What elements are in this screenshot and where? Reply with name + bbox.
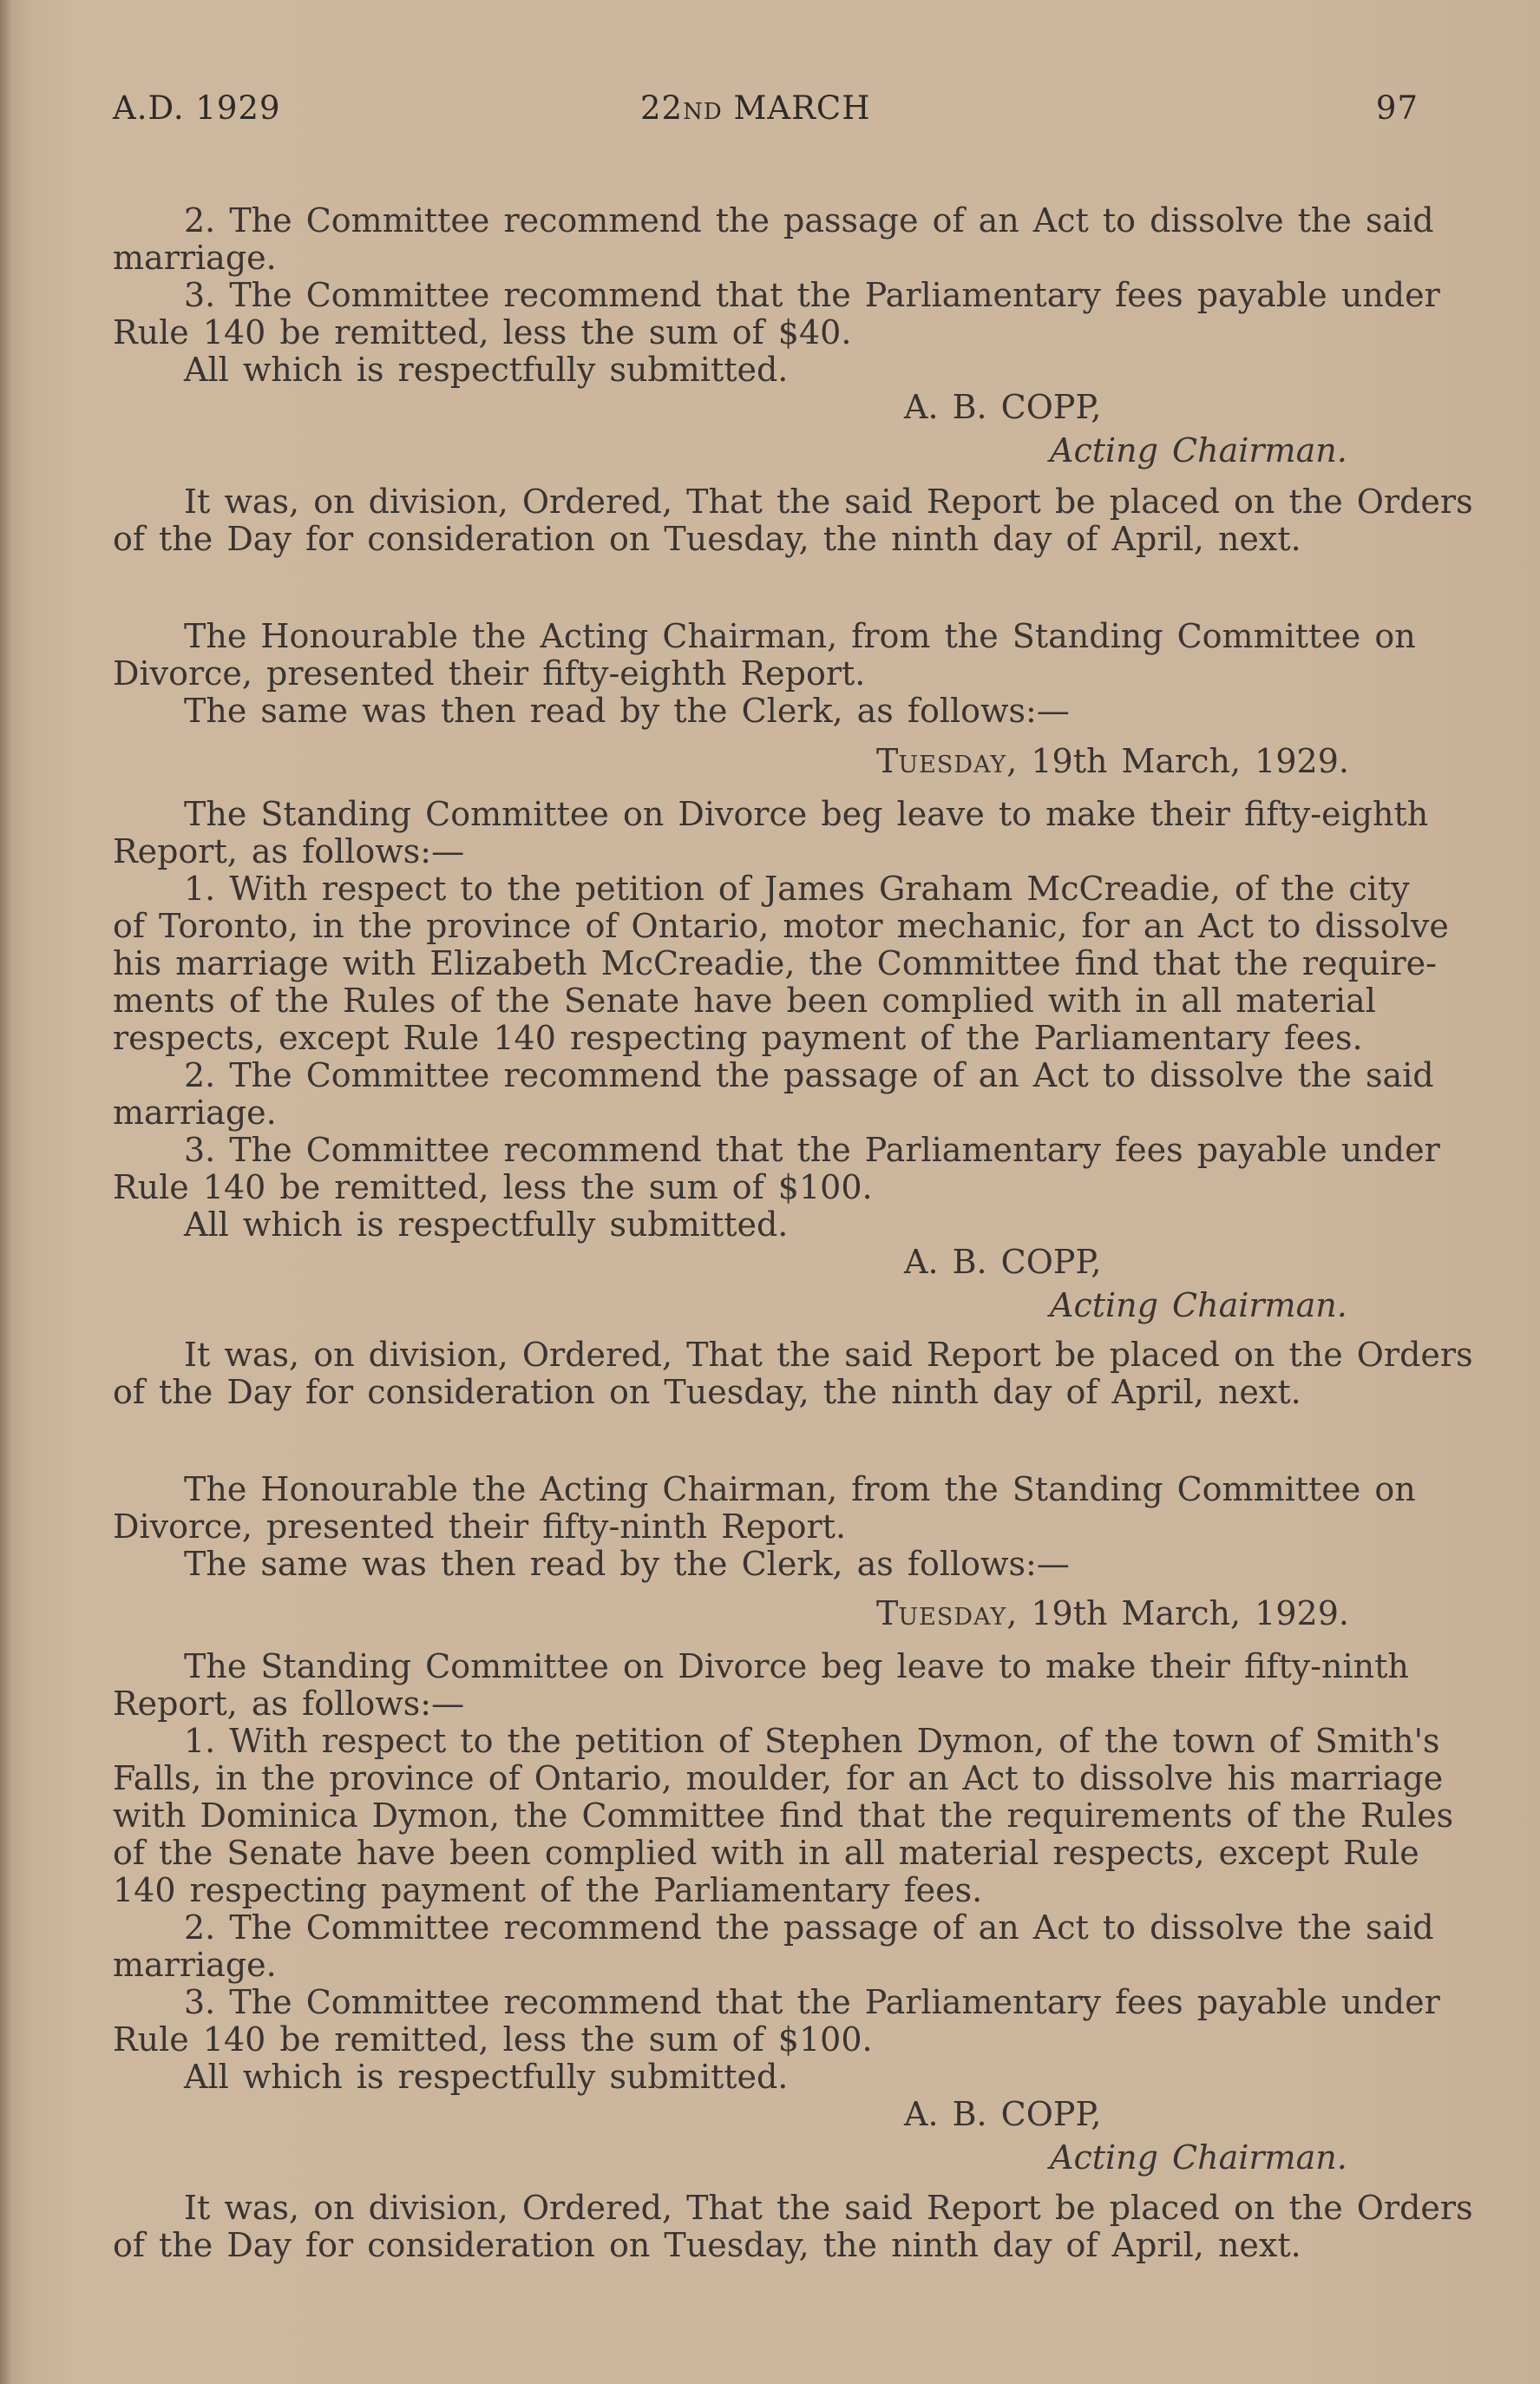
- text-line: 1. With respect to the petition of Stephen Dymon, of the town of Smith's: [184, 1722, 1440, 1760]
- text-line: of the Senate have been complied with in all material respects, except Rule: [113, 1834, 1419, 1872]
- text-line: Report, as follows:—: [113, 1685, 465, 1723]
- text-line: 3. The Committee recommend that the Parliamentary fees payable under: [184, 1983, 1440, 2021]
- text-line: respects, except Rule 140 respecting payment of the Parliamentary fees.: [113, 1019, 1363, 1057]
- text-line: 1. With respect to the petition of James Graham McCreadie, of the city: [184, 870, 1410, 908]
- text-line: Rule 140 be remitted, less the sum of $40.: [113, 313, 852, 351]
- text-line: 3. The Committee recommend that the Parliamentary fees payable under: [184, 1131, 1440, 1169]
- text-line: Rule 140 be remitted, less the sum of $100.: [113, 1168, 873, 1206]
- text-line: The same was then read by the Clerk, as follows:—: [184, 692, 1070, 730]
- signature-name: A. B. COPP,: [904, 2095, 1102, 2133]
- report-date: TUESDAY, 19th March, 1929.: [876, 742, 1349, 780]
- text-line: 2. The Committee recommend the passage of an Act to dissolve the said: [184, 1908, 1434, 1947]
- text-line: his marriage with Elizabeth McCreadie, the Committee find that the require-: [113, 944, 1437, 982]
- page-header: [113, 89, 1419, 138]
- text-line: All which is respectfully submitted.: [184, 1205, 789, 1244]
- page-binding-edge: [0, 0, 12, 2384]
- header-year: A.D. 1929: [113, 89, 281, 127]
- signature-name: A. B. COPP,: [904, 1243, 1102, 1281]
- text-line: The Honourable the Acting Chairman, from the Standing Committee on: [184, 617, 1416, 655]
- text-line: The Standing Committee on Divorce beg leave to make their fifty-eighth: [184, 795, 1429, 833]
- text-line: The Honourable the Acting Chairman, from the Standing Committee on: [184, 1470, 1416, 1508]
- text-line: Divorce, presented their fifty-eighth Report.: [113, 654, 866, 693]
- text-line: All which is respectfully submitted.: [184, 351, 789, 389]
- page-number: 97: [1375, 89, 1419, 127]
- text-line: of the Day for consideration on Tuesday, the ninth day of April, next.: [113, 2226, 1301, 2264]
- signature-name: A. B. COPP,: [904, 388, 1102, 426]
- header-date: 22ND MARCH: [640, 89, 871, 127]
- text-line: ments of the Rules of the Senate have been complied with in all material: [113, 982, 1376, 1020]
- text-line: marriage.: [113, 1093, 277, 1132]
- report-date: TUESDAY, 19th March, 1929.: [876, 1594, 1349, 1632]
- text-line: of the Day for consideration on Tuesday, the ninth day of April, next.: [113, 1373, 1301, 1411]
- signature-title: Acting Chairman.: [1050, 431, 1347, 470]
- text-line: All which is respectfully submitted.: [184, 2058, 789, 2096]
- text-line: 2. The Committee recommend the passage of an Act to dissolve the said: [184, 201, 1434, 240]
- text-line: Divorce, presented their fifty-ninth Report.: [113, 1507, 847, 1546]
- text-line: 2. The Committee recommend the passage of an Act to dissolve the said: [184, 1056, 1434, 1094]
- text-line: Rule 140 be remitted, less the sum of $100.: [113, 2020, 873, 2059]
- signature-title: Acting Chairman.: [1050, 1286, 1347, 1324]
- text-line: of the Day for consideration on Tuesday, the ninth day of April, next.: [113, 520, 1301, 558]
- signature-title: Acting Chairman.: [1050, 2138, 1347, 2177]
- text-line: 140 respecting payment of the Parliamentary fees.: [113, 1871, 983, 1909]
- text-line: The Standing Committee on Divorce beg leave to make their fifty-ninth: [184, 1647, 1409, 1685]
- text-line: of Toronto, in the province of Ontario, motor mechanic, for an Act to dissolve: [113, 907, 1449, 945]
- text-line: The same was then read by the Clerk, as follows:—: [184, 1545, 1070, 1583]
- text-line: 3. The Committee recommend that the Parliamentary fees payable under: [184, 276, 1440, 314]
- text-line: marriage.: [113, 239, 277, 277]
- text-line: Report, as follows:—: [113, 832, 465, 870]
- text-line: marriage.: [113, 1946, 277, 1984]
- text-line: It was, on division, Ordered, That the said Report be placed on the Orders: [184, 2189, 1473, 2227]
- text-line: It was, on division, Ordered, That the said Report be placed on the Orders: [184, 483, 1473, 521]
- text-line: Falls, in the province of Ontario, moulder, for an Act to dissolve his marriage: [113, 1759, 1444, 1797]
- text-line: with Dominica Dymon, the Committee find that the requirements of the Rules: [113, 1796, 1454, 1835]
- text-line: It was, on division, Ordered, That the said Report be placed on the Orders: [184, 1336, 1473, 1374]
